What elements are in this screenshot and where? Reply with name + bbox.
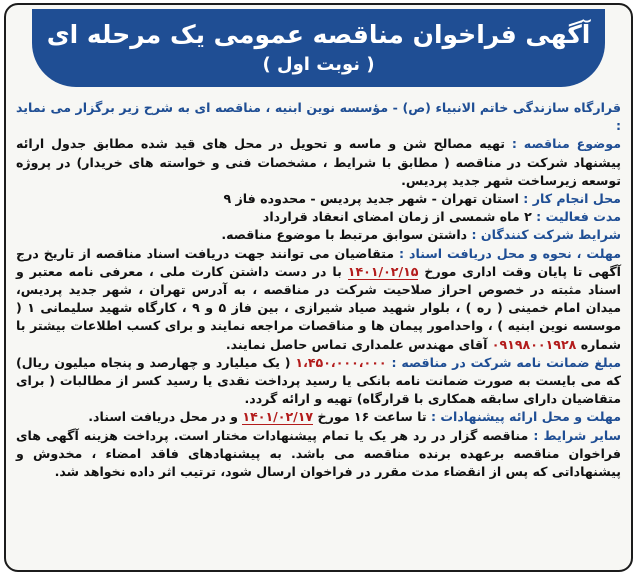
guarantee-label: مبلغ ضمانت نامه شرکت در مناقصه : [391,354,622,370]
duration-label: مدت فعالیت : [536,209,621,225]
deadline-text-3: آقای مهندس علمداری تماس حاصل نمایند. [225,336,488,352]
submission-label: مهلت و محل ارائه پیشنهادات : [430,409,621,425]
intro-text: قرارگاه سازندگی خاتم الانبیاء (ص) - مؤسسه نوین ابنیه ، مناقصه ای به شرح زیر برگزار می نماید : [16,100,621,134]
location-label: محل انجام کار : [523,191,621,207]
deadline-label: مهلت ، نحوه و محل دریافت اسناد : [399,245,621,261]
deadline-paragraph [16,245,621,354]
other-conditions-paragraph [16,427,621,482]
other-label: سایر شرایط : [533,427,621,443]
duration-text: ۲ ماه شمسی از زمان امضای انعقاد قرارداد [262,209,532,225]
guarantee-amount: ۱،۴۵۰،۰۰۰،۰۰۰ [295,354,387,370]
conditions-text: داشتن سوابق مرتبط با موضوع مناقصه. [221,227,468,243]
conditions-paragraph [16,226,621,244]
announcement-card [4,3,633,572]
location-paragraph [16,190,621,208]
contact-phone: ۰۹۱۹۸۰۰۱۹۲۸ [491,336,577,352]
announcement-subtitle: ( نوبت اول ) [262,54,375,75]
location-text: استان تهران - شهر جدید پردیس - محدوده فاز ۹ [223,191,519,207]
subject-paragraph [16,135,621,190]
conditions-label: شرایط شرکت کنندگان : [471,227,621,243]
other-text: مناقصه گزار در رد هر یک یا تمام پیشنهادات مختار است. پرداخت هزینه آگهی های فراخوان مناقصه برعهده برنده مناقصه می باشد. به پیشنهادهای فاقد امضاء ، مخدوش و پیشنهاداتی که پس از انقضاء مدت مقرر در فراخوان ارسال شود، ترتیب اثر داده نخواهد شد. [16,427,621,480]
subject-label: موضوع مناقصه : [511,136,621,152]
deadline-date: ۱۴۰۱/۰۲/۱۵ [347,263,419,279]
subject-text: تهیه مصالح شن و ماسه و تحویل در محل های قید شده مطابق جدول ارائه پیشنهاد شرکت در مناقصه ( مطابق با شرایط ، مشخصات فنی و خواسته های خریدار) در پروژه توسعه زیرساخت شهر جدید پردیس. [16,136,621,188]
guarantee-paragraph [16,354,621,409]
header-banner [32,9,605,87]
intro-paragraph [16,99,621,135]
deadline-text-1: متقاضیان می توانند جهت دریافت اسناد مناقصه از تاریخ درج آگهی تا پایان وقت اداری مورخ [16,245,621,279]
submission-text-1: تا ساعت ۱۶ مورخ [317,409,427,425]
submission-paragraph [16,408,621,426]
duration-paragraph [16,208,621,226]
announcement-title: آگهی فراخوان مناقصه عمومی یک مرحله ای [46,20,591,49]
deadline-text-2: با در دست داشتن کارت ملی ، معرفی نامه معتبر و اسناد مثبته در خصوص احراز صلاحیت شرکت در مناقصه ، به آدرس تهران ، شهر جدید پردیس، میدان امام خمینی ( ره ) ، بلوار شهید صیاد شیرازی ، بین فاز ۵ و ۹ ، کارگاه شهید سلیمانی ۱ ( موسسه نوین ابنیه ) ، واحدامور پیمان ها و مناقصات مراجعه نمایند و برای کسب اطلاعات بیشتر با شماره [16,263,621,352]
announcement-body [16,99,621,481]
guarantee-words: ( یک میلیارد و چهارصد و پنجاه میلیون ریال) [16,354,291,370]
submission-date: ۱۴۰۱/۰۲/۱۷ [242,409,314,425]
guarantee-text: که می بایست به صورت ضمانت نامه بانکی یا رسید پرداخت نقدی یا رسید کسر از مطالبات ( برای متقاضیان دارای سابقه همکاری با قرارگاه) تهیه و ارائه گردد. [16,373,621,407]
submission-text-2: و در محل دریافت اسناد. [88,409,239,425]
